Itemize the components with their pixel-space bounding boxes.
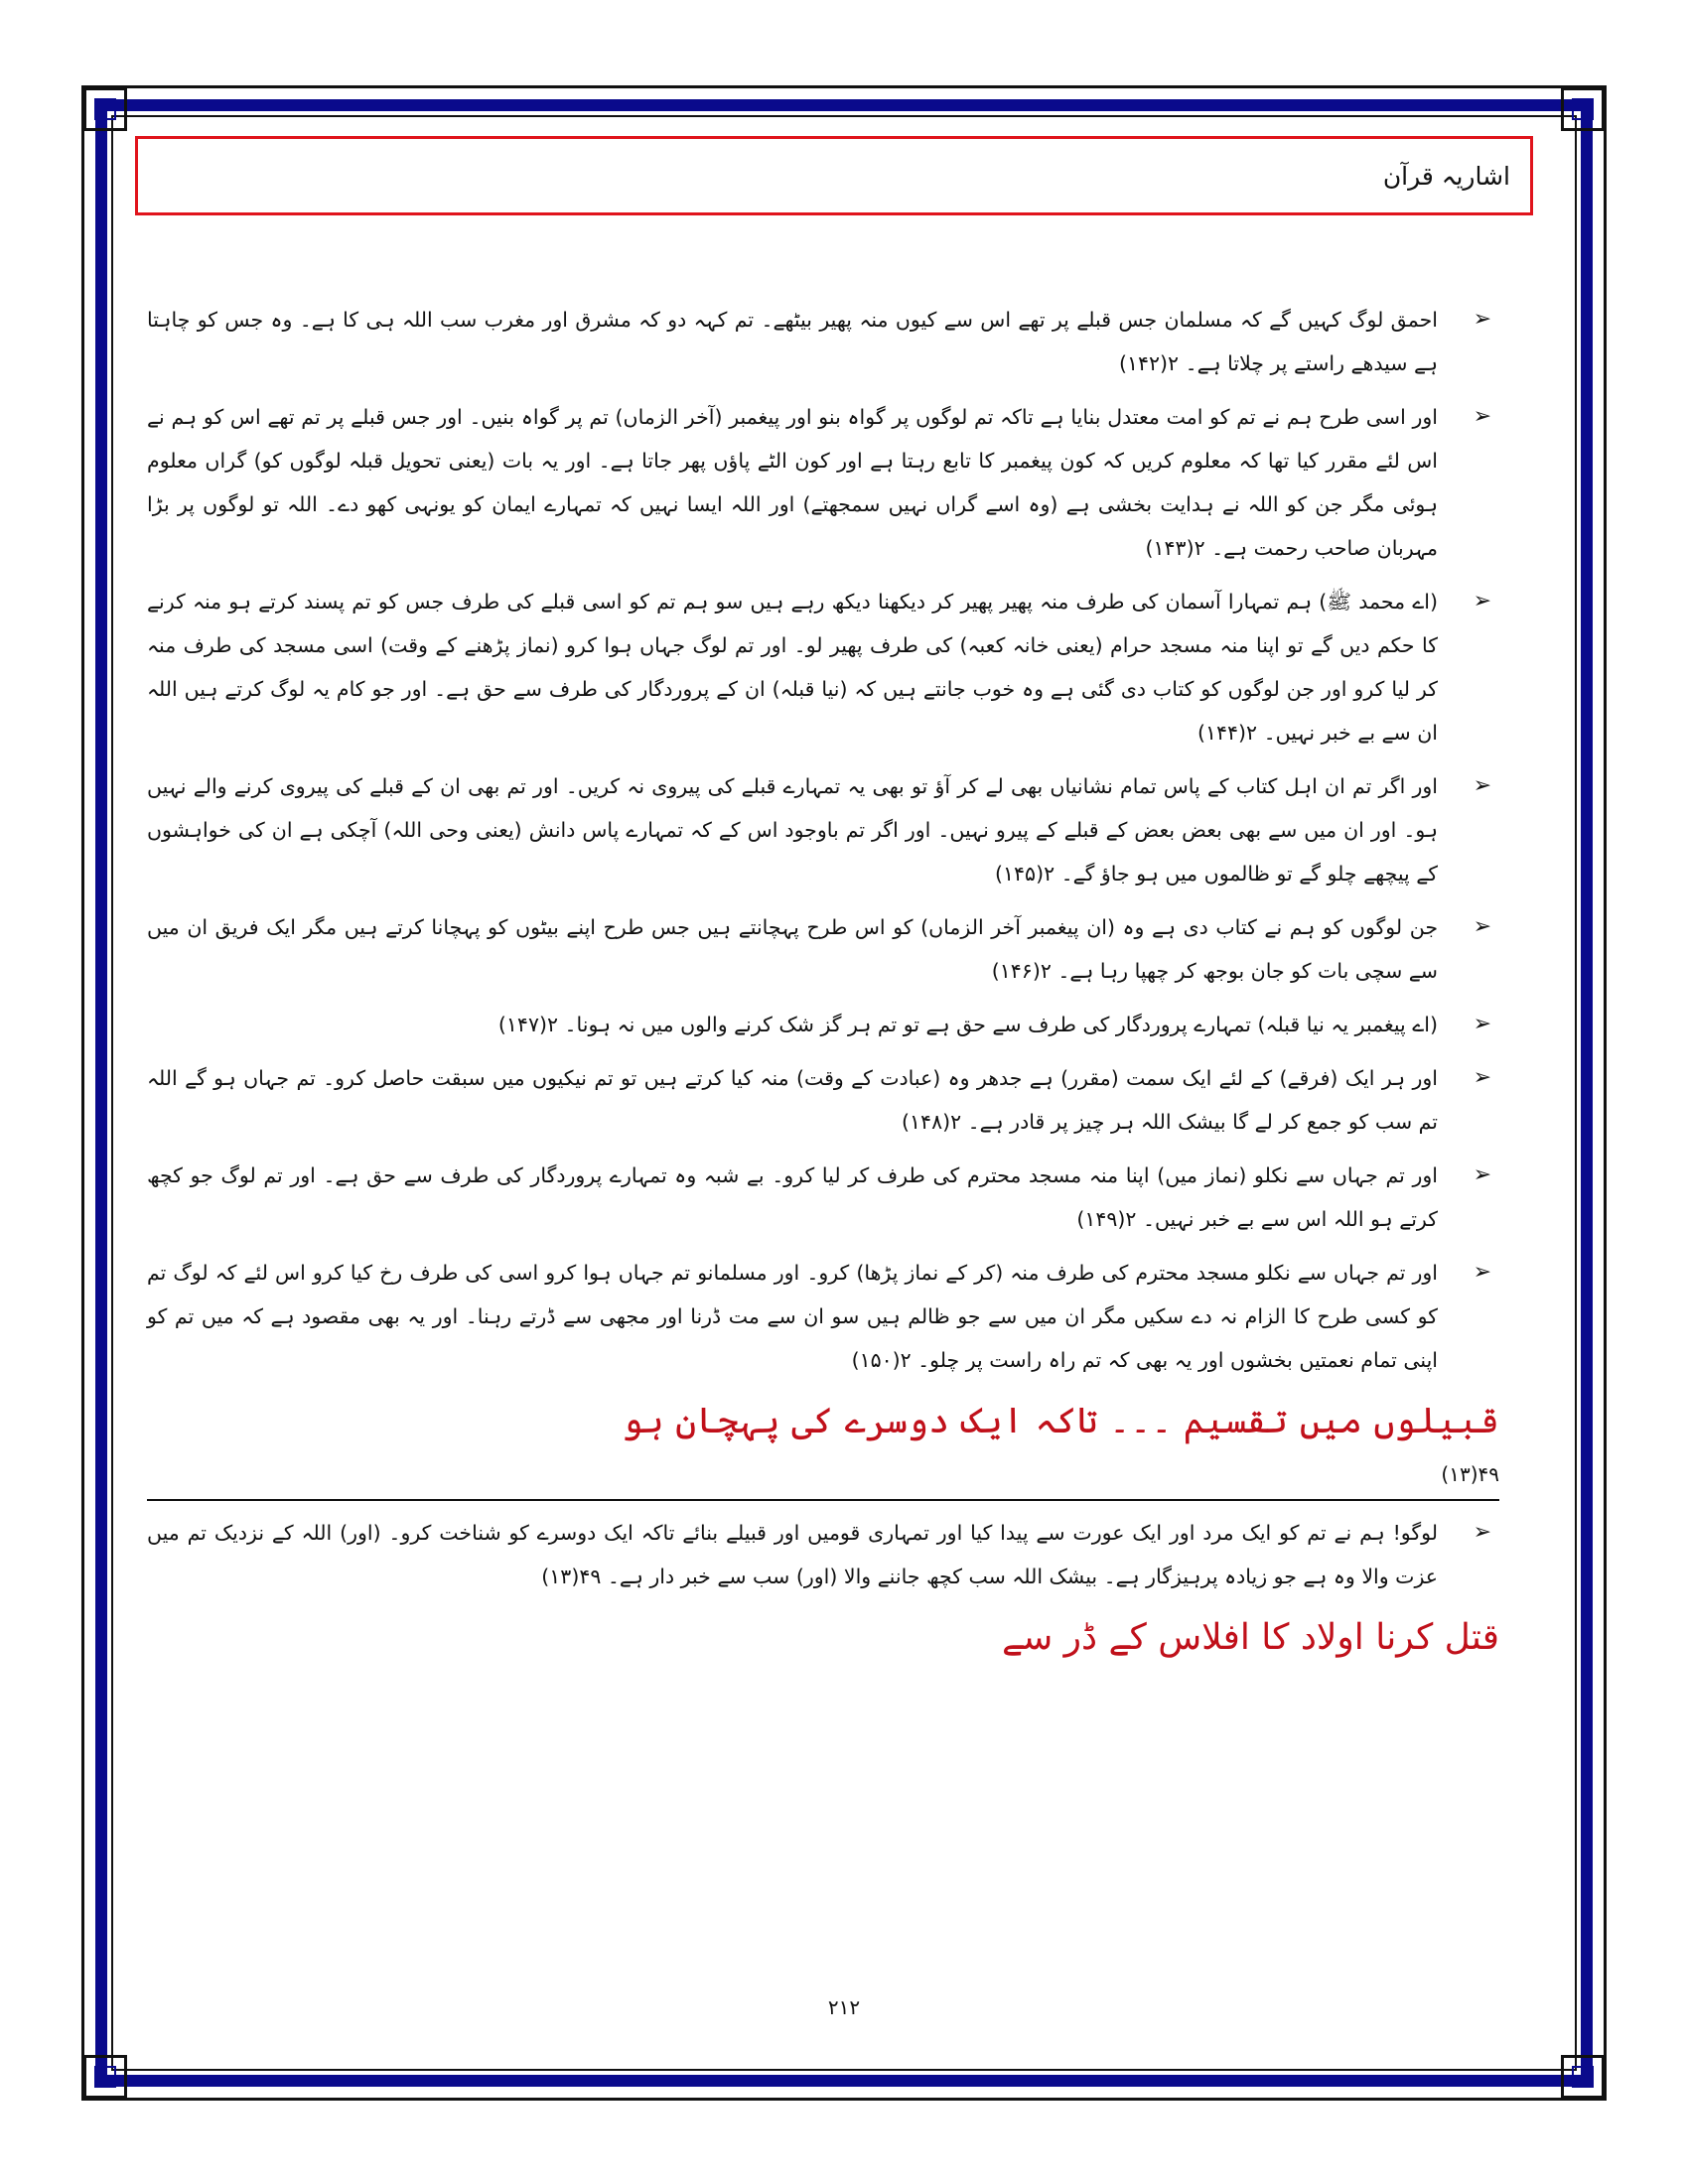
verse-text: لوگو! ہم نے تم کو ایک مرد اور ایک عورت سے پیدا کیا اور تمہاری قومیں اور قبیلے بنائے تاکہ ایک دوسرے کو شناخت کرو۔ (اور) اللہ کے نزدیک تم میں عزت والا وہ ہے جو زیادہ پرہیزگار ہے۔ بیشک اللہ سب کچھ جاننے والا (اور) سب سے خبر دار ہے۔ ۴۹(۱۳) [147, 1521, 1438, 1588]
bullet-arrow-icon: ➢ [1473, 589, 1491, 614]
verse-item [147, 764, 1499, 895]
bullet-arrow-icon: ➢ [1473, 1162, 1491, 1187]
frame-corner-top-left [83, 87, 127, 131]
frame-corner-bottom-right [1561, 2055, 1605, 2099]
verse-text: اور تم جہاں سے نکلو مسجد محترم کی طرف منہ (کر کے نماز پڑھا) کرو۔ اور مسلمانو تم جہاں ہوا کرو اسی کی طرف رخ کیا کرو اس لئے کہ لوگ تم کو کسی طرح کا الزام نہ دے سکیں مگر ان میں سے جو ظالم ہیں سو ان سے مت ڈرنا اور مجھی سے ڈرتے رہنا۔ اور یہ بھی مقصود ہے کہ میں تم کو اپنی تمام نعمتیں بخشوں اور یہ بھی کہ تم راہ راست پر چلو۔ ۲(۱۵۰) [147, 1261, 1438, 1372]
bullet-arrow-icon: ➢ [1473, 1520, 1491, 1545]
section-heading-killing-children: قتل کرنا اولاد کا افلاس کے ڈر سے [1001, 1617, 1499, 1658]
verse-item [147, 1511, 1499, 1598]
frame-corner-bottom-left [83, 2055, 127, 2099]
verse-item [147, 1003, 1499, 1046]
verse-text: احمق لوگ کہیں گے کہ مسلمان جس قبلے پر تھے اس سے کیوں منہ پھیر بیٹھے۔ تم کہہ دو کہ مشرق اور مغرب سب اللہ ہی کا ہے۔ وہ جس کو چاہتا ہے سیدھے راستے پر چلاتا ہے۔ ۲(۱۴۲) [147, 308, 1438, 375]
bullet-arrow-icon: ➢ [1473, 1012, 1491, 1036]
verse-text: (اے پیغمبر یہ نیا قبلہ) تمہارے پروردگار کی طرف سے حق ہے تو تم ہر گز شک کرنے والوں میں نہ ہونا۔ ۲(۱۴۷) [497, 1013, 1438, 1036]
verse-item [147, 1056, 1499, 1144]
bullet-arrow-icon: ➢ [1473, 1065, 1491, 1090]
verse-item [147, 1251, 1499, 1382]
header-box [135, 136, 1533, 215]
bullet-arrow-icon: ➢ [1473, 307, 1491, 332]
verse-text: (اے محمد ﷺ) ہم تمہارا آسمان کی طرف منہ پھیر پھیر کر دیکھنا دیکھ رہے ہیں سو ہم تم کو اسی قبلے کی طرف جس کو تم پسند کرتے ہو منہ کرنے کا حکم دیں گے تو اپنا منہ مسجد حرام (یعنی خانہ کعبہ) کی طرف پھیر لو۔ اور تم لوگ جہاں ہوا کرو (نماز پڑھنے کے وقت) اسی مسجد کی طرف منہ کر لیا کرو اور جن لوگوں کو کتاب دی گئی ہے وہ خوب جانتے ہیں کہ (نیا قبلہ) ان کے پروردگار کی طرف سے حق ہے۔ اور جو کام یہ لوگ کرتے ہیں اللہ ان سے بے خبر نہیں۔ ۲(۱۴۴) [147, 590, 1438, 745]
verse-item [147, 298, 1499, 385]
verse-item [147, 395, 1499, 570]
frame-corner-top-right [1561, 87, 1605, 131]
verse-text: اور ہر ایک (فرقے) کے لئے ایک سمت (مقرر) ہے جدھر وہ (عبادت کے وقت) منہ کیا کرتے ہیں تو تم نیکیوں میں سبقت حاصل کرو۔ تم جہاں ہو گے اللہ تم سب کو جمع کر لے گا بیشک اللہ ہر چیز پر قادر ہے۔ ۲(۱۴۸) [147, 1066, 1438, 1134]
verse-text: اور اگر تم ان اہل کتاب کے پاس تمام نشانیاں بھی لے کر آؤ تو بھی یہ تمہارے قبلے کی پیروی نہ کریں۔ اور تم بھی ان کے قبلے کی پیروی کرنے والے نہیں ہو۔ اور ان میں سے بھی بعض بعض کے قبلے کے پیرو نہیں۔ اور اگر تم باوجود اس کے کہ تمہارے پاس دانش (یعنی وحی اللہ) آچکی ہے ان کی خواہشوں کے پیچھے چلو گے تو ظالموں میں ہو جاؤ گے۔ ۲(۱۴۵) [147, 774, 1438, 886]
verse-text: جن لوگوں کو ہم نے کتاب دی ہے وہ (ان پیغمبر آخر الزماں) کو اس طرح پہچانتے ہیں جس طرح اپنے بیٹوں کو پہچانا کرتے ہیں مگر ایک فریق ان میں سے سچی بات کو جان بوجھ کر چھپا رہا ہے۔ ۲(۱۴۶) [147, 915, 1438, 983]
page-content [147, 298, 1499, 1674]
verse-text: اور اسی طرح ہم نے تم کو امت معتدل بنایا ہے تاکہ تم لوگوں پر گواہ بنو اور پیغمبر (آخر الزماں) تم پر گواہ بنیں۔ اور جس قبلے پر تم تھے اس کو ہم نے اس لئے مقرر کیا تھا کہ معلوم کریں کہ کون پیغمبر کا تابع رہتا ہے اور کون الٹے پاؤں پھر جاتا ہے۔ اور یہ بات (یعنی تحویل قبلہ لوگوں کو) گراں معلوم ہوئی مگر جن کو اللہ نے ہدایت بخشی ہے (وہ اسے گراں نہیں سمجھتے) اور اللہ ایسا نہیں کہ تمہارے ایمان کو یونہی کھو دے۔ اللہ تو لوگوں پر بڑا مہربان صاحب رحمت ہے۔ ۲(۱۴۳) [147, 405, 1438, 560]
verse-item [147, 1154, 1499, 1241]
bullet-arrow-icon: ➢ [1473, 914, 1491, 939]
bullet-arrow-icon: ➢ [1473, 404, 1491, 429]
section-reference: ۴۹(۱۳) [1441, 1462, 1499, 1486]
bullet-arrow-icon: ➢ [1473, 773, 1491, 798]
section-divider [147, 1499, 1499, 1501]
verse-item [147, 905, 1499, 993]
section-heading-tribes: قبیلوں میں تقسیم ۔۔۔ تاکہ ایک دوسرے کی پہچان ہو [622, 1401, 1499, 1441]
header-title: اشاریہ قرآن [1382, 161, 1510, 191]
page-number: ۲۱۲ [827, 1995, 861, 2019]
verse-text: اور تم جہاں سے نکلو (نماز میں) اپنا منہ مسجد محترم کی طرف کر لیا کرو۔ بے شبہ وہ تمہارے پروردگار کی طرف سے حق ہے۔ اور تم لوگ جو کچھ کرتے ہو اللہ اس سے بے خبر نہیں۔ ۲(۱۴۹) [147, 1163, 1438, 1231]
bullet-arrow-icon: ➢ [1473, 1260, 1491, 1285]
verse-item [147, 580, 1499, 754]
